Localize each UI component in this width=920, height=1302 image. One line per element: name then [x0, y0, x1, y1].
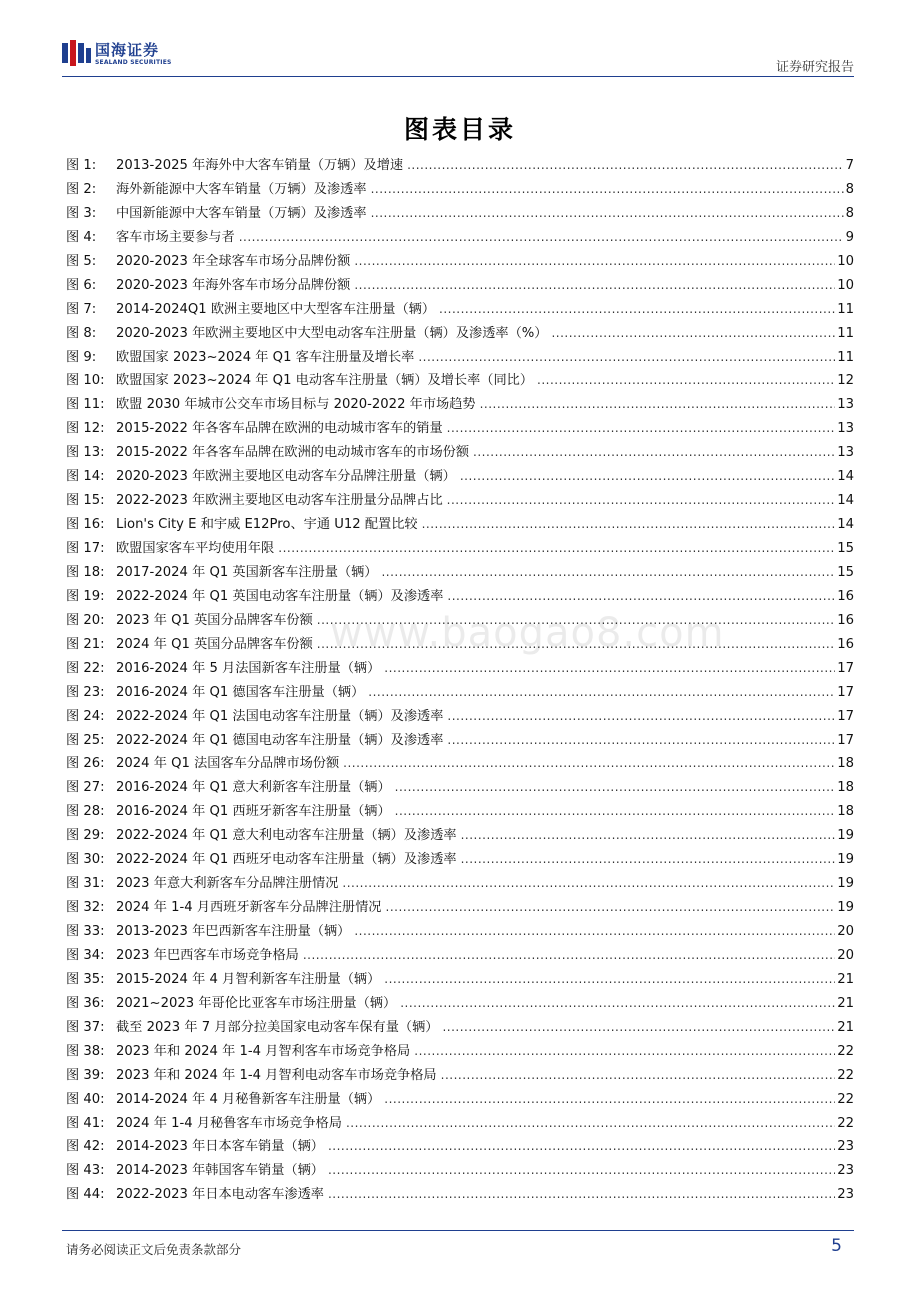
toc-entry-leader — [407, 154, 844, 178]
toc-entry[interactable] — [66, 465, 854, 489]
toc-entry-page: 14 — [837, 517, 854, 533]
toc-entry-leader — [328, 1183, 835, 1207]
toc-entry-page: 19 — [837, 900, 854, 916]
toc-entry-page: 11 — [837, 325, 854, 341]
toc-entry[interactable] — [66, 824, 854, 848]
toc-entry-page: 22 — [837, 1115, 854, 1131]
toc-entry-leader — [447, 729, 835, 753]
toc-entry[interactable] — [66, 729, 854, 753]
toc-entry-label: 图 35: — [66, 971, 105, 987]
toc-entry-leader — [537, 369, 835, 393]
toc-entry-label: 图 16: — [66, 517, 105, 533]
toc-entry-title: 2014-2023 年韩国客车销量（辆） — [116, 1163, 324, 1179]
toc-entry[interactable] — [66, 1159, 854, 1183]
toc-entry-title: 2022-2023 年欧洲主要地区电动客车注册量分品牌占比 — [116, 493, 443, 509]
toc-entry-label: 图 40: — [66, 1091, 105, 1107]
toc-entry-leader — [551, 322, 835, 346]
toc-entry-title: 2015-2022 年各客车品牌在欧洲的电动城市客车的市场份额 — [116, 445, 470, 461]
toc-entry-title: 2020-2023 年全球客车市场分品牌份额 — [116, 253, 351, 269]
toc-entry-leader — [447, 705, 835, 729]
toc-entry-page: 15 — [837, 541, 854, 556]
toc-entry-title: 2022-2024 年 Q1 德国电动客车注册量（辆）及渗透率 — [116, 732, 444, 748]
toc-entry-page: 23 — [837, 1139, 854, 1155]
toc-entry[interactable] — [66, 202, 854, 226]
toc-entry-page: 19 — [837, 828, 854, 844]
toc-entry[interactable] — [66, 250, 854, 274]
toc-entry-page: 14 — [837, 493, 854, 509]
toc-entry-label: 图 27: — [66, 780, 105, 796]
toc-entry-page: 11 — [837, 349, 854, 365]
toc-entry-title: 2022-2024 年 Q1 西班牙电动客车注册量（辆）及渗透率 — [116, 852, 457, 868]
toc-entry[interactable] — [66, 154, 854, 178]
toc-entry-leader — [439, 298, 835, 322]
toc-entry-label: 图 3: — [66, 205, 97, 221]
toc-entry-label: 图 7: — [66, 301, 97, 317]
toc-entry-label: 图 34: — [66, 947, 105, 963]
toc-entry-label: 图 33: — [66, 924, 105, 939]
toc-entry-page: 8 — [845, 181, 854, 197]
toc-entry[interactable] — [66, 178, 854, 202]
toc-entry-leader — [461, 824, 836, 848]
toc-entry-title: 2016-2024 年 Q1 西班牙新客车注册量（辆） — [116, 804, 391, 820]
toc-entry-label: 图 31: — [66, 876, 105, 892]
toc-entry[interactable] — [66, 322, 854, 346]
watermark: www.baogao8.com — [330, 610, 725, 656]
toc-entry-page: 16 — [837, 636, 854, 652]
toc-entry-title: 2016-2024 年 Q1 德国客车注册量（辆） — [116, 684, 365, 700]
toc-entry-leader — [346, 1112, 835, 1136]
toc-entry-page: 22 — [837, 1067, 854, 1083]
toc-entry-leader — [461, 848, 836, 872]
toc-entry[interactable] — [66, 1064, 854, 1088]
toc-entry-leader — [414, 1040, 835, 1064]
toc-entry-title: 2021~2023 年哥伦比亚客车市场注册量（辆） — [116, 995, 397, 1011]
toc-entry-label: 图 29: — [66, 828, 105, 844]
toc-entry-title: 欧盟 2030 年城市公交车市场目标与 2020-2022 年市场趋势 — [116, 397, 476, 413]
logo-chinese-name: 国海证券 — [95, 41, 160, 59]
toc-entry-title: Lion's City E 和宇威 E12Pro、宇通 U12 配置比较 — [116, 517, 418, 533]
toc-entry[interactable] — [66, 489, 854, 513]
footer-divider — [62, 1230, 854, 1231]
toc-entry-leader — [384, 657, 835, 681]
logo-english-name: SEALAND SECURITIES — [95, 59, 172, 66]
toc-entry-label: 图 14: — [66, 469, 105, 485]
toc-entry[interactable] — [66, 226, 854, 250]
toc-entry-page: 8 — [845, 205, 854, 221]
toc-entry-leader — [239, 226, 844, 250]
toc-entry[interactable] — [66, 944, 854, 968]
toc-entry-title: 2023 年和 2024 年 1-4 月智利客车市场竞争格局 — [116, 1043, 411, 1059]
toc-entry-page: 22 — [837, 1043, 854, 1059]
toc-entry-page: 10 — [837, 277, 854, 293]
toc-entry[interactable] — [66, 1112, 854, 1136]
toc-entry[interactable] — [66, 992, 854, 1016]
toc-entry-label: 图 18: — [66, 564, 105, 580]
toc-entry[interactable] — [66, 1088, 854, 1112]
toc-entry-page: 18 — [837, 780, 854, 796]
toc-entry[interactable] — [66, 393, 854, 417]
toc-entry-title: 2022-2024 年 Q1 意大利电动客车注册量（辆）及渗透率 — [116, 828, 457, 844]
toc-entry-label: 图 8: — [66, 325, 97, 341]
toc-entry-page: 16 — [837, 588, 854, 604]
toc-entry-page: 7 — [845, 158, 854, 173]
toc-entry-label: 图 26: — [66, 756, 105, 772]
toc-entry-page: 19 — [837, 852, 854, 868]
toc-entry[interactable] — [66, 752, 854, 776]
toc-entry-page: 9 — [845, 229, 854, 245]
toc-entry-label: 图 19: — [66, 588, 105, 604]
toc-entry-label: 图 23: — [66, 684, 105, 700]
toc-entry-label: 图 6: — [66, 277, 97, 293]
toc-entry-page: 13 — [837, 445, 854, 461]
toc-entry[interactable] — [66, 346, 854, 370]
toc-entry-leader — [386, 896, 836, 920]
toc-entry-title: 中国新能源中大客车销量（万辆）及渗透率 — [116, 205, 367, 221]
toc-entry-label: 图 13: — [66, 445, 105, 461]
toc-entry-page: 21 — [837, 971, 854, 987]
toc-entry-page: 23 — [837, 1163, 854, 1179]
toc-entry-title: 2020-2023 年海外客车市场分品牌份额 — [116, 277, 351, 293]
toc-entry-title: 2020-2023 年欧洲主要地区中大型电动客车注册量（辆）及渗透率（%） — [116, 325, 548, 341]
toc-entry-page: 17 — [837, 708, 854, 724]
toc-entry[interactable] — [66, 441, 854, 465]
toc-entry-label: 图 37: — [66, 1019, 105, 1035]
toc-entry-label: 图 10: — [66, 373, 105, 389]
toc-entry[interactable] — [66, 872, 854, 896]
toc-entry[interactable] — [66, 274, 854, 298]
toc-entry-title: 2023 年 Q1 英国分品牌客车份额 — [116, 612, 313, 628]
toc-entry-title: 2022-2024 年 Q1 英国电动客车注册量（辆）及渗透率 — [116, 588, 444, 604]
toc-entry-title: 2013-2023 年巴西新客车注册量（辆） — [116, 924, 351, 939]
toc-entry-leader — [395, 776, 836, 800]
toc-entry-page: 14 — [837, 469, 854, 485]
toc-entry-leader — [442, 1016, 835, 1040]
toc-entry-page: 12 — [837, 373, 854, 389]
toc-entry-page: 15 — [837, 564, 854, 580]
figure-table-of-contents — [66, 154, 854, 1207]
toc-entry[interactable] — [66, 657, 854, 681]
toc-entry-title: 欧盟国家 2023~2024 年 Q1 客车注册量及增长率 — [116, 349, 415, 365]
toc-entry-label: 图 25: — [66, 732, 105, 748]
toc-entry-leader — [480, 393, 836, 417]
toc-entry[interactable] — [66, 1183, 854, 1207]
toc-entry-leader — [328, 1135, 835, 1159]
toc-entry-title: 2015-2022 年各客车品牌在欧洲的电动城市客车的销量 — [116, 421, 443, 437]
toc-entry-title: 2024 年 Q1 法国客车分品牌市场份额 — [116, 756, 340, 772]
toc-entry-leader — [473, 441, 835, 465]
toc-entry[interactable] — [66, 298, 854, 322]
toc-entry-label: 图 11: — [66, 397, 105, 413]
toc-entry-leader — [343, 752, 835, 776]
toc-entry-leader — [371, 178, 844, 202]
toc-entry-page: 16 — [837, 612, 854, 628]
toc-entry-page: 18 — [837, 804, 854, 820]
toc-entry-leader — [447, 417, 836, 441]
toc-entry[interactable] — [66, 1040, 854, 1064]
toc-entry-page: 17 — [837, 732, 854, 748]
toc-entry[interactable] — [66, 896, 854, 920]
toc-entry-label: 图 38: — [66, 1043, 105, 1059]
toc-entry-title: 2023 年和 2024 年 1-4 月智利电动客车市场竞争格局 — [116, 1067, 437, 1083]
toc-entry-label: 图 1: — [66, 158, 97, 173]
toc-entry-title: 2023 年意大利新客车分品牌注册情况 — [116, 876, 339, 892]
toc-entry-leader — [381, 561, 835, 585]
toc-entry-title: 2023 年巴西客车市场竞争格局 — [116, 947, 299, 963]
page-number: 5 — [831, 1236, 842, 1256]
toc-entry-label: 图 20: — [66, 612, 105, 628]
toc-entry-title: 2024 年 Q1 英国分品牌客车份额 — [116, 636, 313, 652]
toc-entry-title: 2014-2024 年 4 月秘鲁新客车注册量（辆） — [116, 1091, 381, 1107]
toc-entry-page: 19 — [837, 876, 854, 892]
toc-entry-leader — [303, 944, 835, 968]
toc-entry[interactable] — [66, 537, 854, 561]
toc-entry-label: 图 2: — [66, 181, 97, 197]
sealand-logo-icon — [62, 40, 92, 66]
toc-entry-title: 2015-2024 年 4 月智利新客车注册量（辆） — [116, 971, 381, 987]
toc-entry-label: 图 41: — [66, 1115, 105, 1131]
toc-entry-leader — [422, 513, 836, 537]
toc-entry-page: 17 — [837, 660, 854, 676]
toc-entry-label: 图 44: — [66, 1187, 105, 1203]
toc-entry-title: 2022-2023 年日本电动客车渗透率 — [116, 1187, 324, 1203]
toc-entry[interactable] — [66, 800, 854, 824]
toc-entry-title: 欧盟国家客车平均使用年限 — [116, 541, 275, 556]
toc-entry-label: 图 39: — [66, 1067, 105, 1083]
toc-entry-label: 图 24: — [66, 708, 105, 724]
toc-entry-leader — [368, 681, 835, 705]
toc-entry-title: 2017-2024 年 Q1 英国新客车注册量（辆） — [116, 564, 378, 580]
toc-entry-title: 2022-2024 年 Q1 法国电动客车注册量（辆）及渗透率 — [116, 708, 444, 724]
toc-entry-page: 20 — [837, 947, 854, 963]
toc-entry[interactable] — [66, 561, 854, 585]
toc-entry-title: 2024 年 1-4 月秘鲁客车市场竞争格局 — [116, 1115, 342, 1131]
toc-entry[interactable] — [66, 1016, 854, 1040]
toc-entry[interactable] — [66, 705, 854, 729]
toc-entry-leader — [278, 537, 835, 561]
toc-entry-title: 2016-2024 年 5 月法国新客车注册量（辆） — [116, 660, 381, 676]
toc-entry-label: 图 43: — [66, 1163, 105, 1179]
toc-entry[interactable] — [66, 1135, 854, 1159]
toc-entry-page: 20 — [837, 924, 854, 939]
toc-entry-leader — [384, 1088, 835, 1112]
footer-disclaimer: 请务必阅读正文后免责条款部分 — [66, 1242, 242, 1257]
toc-entry-page: 21 — [837, 995, 854, 1011]
toc-entry-page: 18 — [837, 756, 854, 772]
toc-entry-label: 图 22: — [66, 660, 105, 676]
toc-entry-label: 图 12: — [66, 421, 105, 437]
toc-entry-leader — [384, 968, 835, 992]
toc-entry-title: 2014-2024Q1 欧洲主要地区中大型客车注册量（辆） — [116, 301, 436, 317]
toc-entry-leader — [447, 489, 836, 513]
toc-entry-title: 截至 2023 年 7 月部分拉美国家电动客车保有量（辆） — [116, 1019, 439, 1035]
report-type: 证券研究报告 — [775, 60, 854, 75]
toc-entry[interactable] — [66, 417, 854, 441]
toc-entry-label: 图 15: — [66, 493, 105, 509]
page-header — [0, 0, 920, 80]
toc-entry-page: 23 — [837, 1187, 854, 1203]
toc-entry-title: 客车市场主要参与者 — [116, 229, 235, 245]
toc-entry-label: 图 17: — [66, 541, 105, 556]
toc-entry[interactable] — [66, 920, 854, 944]
toc-entry[interactable] — [66, 848, 854, 872]
toc-entry-leader — [354, 274, 835, 298]
toc-entry-title: 2013-2025 年海外中大客车销量（万辆）及增速 — [116, 158, 404, 173]
toc-entry-label: 图 42: — [66, 1139, 105, 1155]
toc-entry-title: 2016-2024 年 Q1 意大利新客车注册量（辆） — [116, 780, 391, 796]
toc-entry-label: 图 4: — [66, 229, 97, 245]
header-divider — [62, 76, 854, 77]
toc-entry-title: 2020-2023 年欧洲主要地区电动客车分品牌注册量（辆） — [116, 469, 456, 485]
toc-entry-page: 17 — [837, 684, 854, 700]
toc-entry-label: 图 28: — [66, 804, 105, 820]
toc-entry-title: 2024 年 1-4 月西班牙新客车分品牌注册情况 — [116, 900, 382, 916]
toc-entry-label: 图 9: — [66, 349, 97, 365]
toc-entry-label: 图 32: — [66, 900, 105, 916]
toc-entry-page: 13 — [837, 421, 854, 437]
toc-entry-page: 10 — [837, 253, 854, 269]
toc-entry-leader — [395, 800, 836, 824]
toc-entry-title: 海外新能源中大客车销量（万辆）及渗透率 — [116, 181, 367, 197]
toc-entry-title: 2014-2023 年日本客车销量（辆） — [116, 1139, 324, 1155]
toc-entry-leader — [342, 872, 835, 896]
toc-entry[interactable] — [66, 585, 854, 609]
toc-entry-page: 13 — [837, 397, 854, 413]
toc-entry-leader — [328, 1159, 835, 1183]
toc-entry-leader — [441, 1064, 836, 1088]
toc-entry-label: 图 5: — [66, 253, 97, 269]
toc-entry-leader — [371, 202, 844, 226]
toc-entry-label: 图 30: — [66, 852, 105, 868]
toc-entry[interactable] — [66, 513, 854, 537]
toc-entry[interactable] — [66, 681, 854, 705]
toc-entry-leader — [418, 346, 835, 370]
toc-entry-label: 图 36: — [66, 995, 105, 1011]
toc-entry-leader — [400, 992, 835, 1016]
toc-entry-page: 11 — [837, 301, 854, 317]
toc-entry-label: 图 21: — [66, 636, 105, 652]
toc-entry-page: 22 — [837, 1091, 854, 1107]
toc-entry[interactable] — [66, 369, 854, 393]
toc-entry-leader — [354, 250, 835, 274]
toc-entry-leader — [447, 585, 835, 609]
toc-entry-title: 欧盟国家 2023~2024 年 Q1 电动客车注册量（辆）及增长率（同比） — [116, 373, 534, 389]
toc-entry-leader — [460, 465, 835, 489]
toc-entry[interactable] — [66, 776, 854, 800]
page-title: 图表目录 — [403, 115, 516, 144]
toc-entry-leader — [354, 920, 835, 944]
toc-entry-page: 21 — [837, 1019, 854, 1035]
toc-entry[interactable] — [66, 968, 854, 992]
